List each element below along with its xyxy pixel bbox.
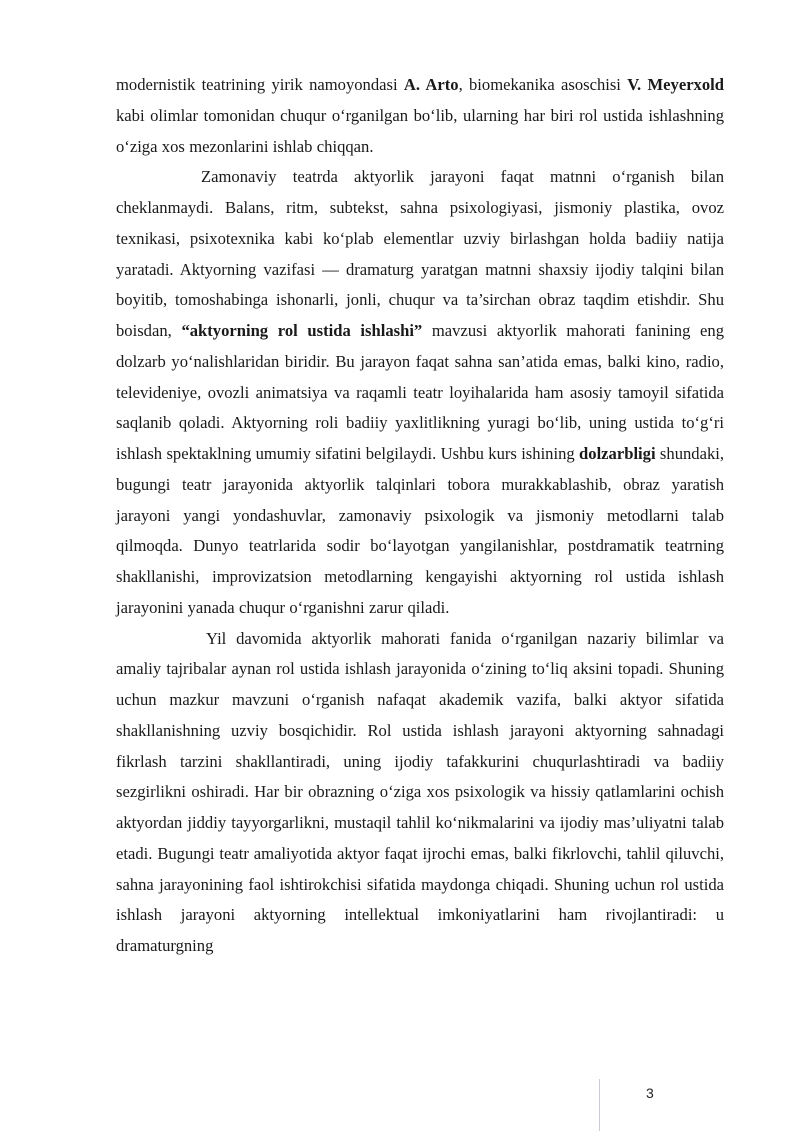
paragraph-1-text-3: kabi olimlar tomonidan chuqur o‘rganilgan bo‘lib, ularning har biri rol ustida ishlashning o‘ziga xos mezonlarini ishlab chiqqan. <box>116 105 724 156</box>
paragraph-2-text-3: shundaki, bugungi teatr jarayonida aktyorlik talqinlari tobora murakkablashib, obraz yaratish jarayoni yangi yondashuvlar, zamonaviy psixologik va jismoniy metodlarni talab qilmoqda. Dunyo teatrlarida sodir bo‘layotgan yangilanishlar, postdramatik teatrning shakllanishi, improvizatsion metodlarning kengayishi aktyorning rol ustida ishlash jarayonini yanada chuqur o‘rganishni zarur qiladi. <box>116 444 724 617</box>
paragraph-3 <box>116 624 724 962</box>
page-number: 3 <box>646 1085 654 1101</box>
paragraph-1-text-2: , biomekanika asoschisi <box>458 75 628 94</box>
paragraph-2-text-1: Zamonaviy teatrda aktyorlik jarayoni faqat matnni o‘rganish bilan cheklanmaydi. Balans, ritm, subtekst, sahna psixologiyasi, jismoniy plastika, ovoz texnikasi, psixotexnika kabi ko‘plab elementlar uzviy birlashgan holda badiiy natija yaratadi. Aktyorning vazifasi — dramaturg yaratgan matnni shaxsiy ijodiy talqini bilan boyitib, tomoshabinga ishonarli, jonli, chuqur va ta’sirchan obraz taqdim etishdir. Shu boisdan, <box>116 167 724 340</box>
relevance-term: dolzarbligi <box>579 444 656 463</box>
document-page <box>116 70 724 962</box>
name-v-meyerxold: V. Meyerxold <box>627 75 724 94</box>
topic-phrase: “aktyorning rol ustida ishlashi” <box>181 321 423 340</box>
paragraph-1 <box>116 70 724 162</box>
paragraph-2-text-2: mavzusi aktyorlik mahorati fanining eng dolzarb yo‘nalishlaridan biridir. Bu jarayon faqat sahna san’atida emas, balki kino, radio, televideniye, ovozli animatsiya va raqamli teatr loyihalarida ham asosiy tamoyil sifatida saqlanib qoladi. Aktyorning roli badiiy yaxlitlikning yuragi bo‘lib, uning ustida to‘g‘ri ishlash spektaklning umumiy sifatini belgilaydi. Ushbu kurs ishining <box>116 321 725 463</box>
footer-divider <box>599 1079 600 1131</box>
paragraph-3-text-1: Yil davomida aktyorlik mahorati fanida o‘rganilgan nazariy bilimlar va amaliy tajribalar aynan rol ustida ishlash jarayonida o‘zining to‘liq aksini topadi. Shuning uchun mazkur mavzuni o‘rganish nafaqat akademik vazifa, balki aktyor sifatida shakllanishning uzviy bosqichidir. Rol ustida ishlash jarayoni aktyorning sahnadagi fikrlash tarzini shakllantiradi, uning ijodiy tafakkurini chuqurlashtiradi va badiiy sezgirlikni oshiradi. Har bir obrazning o‘ziga xos psixologik va hissiy qatlamlarini ochish aktyordan jiddiy tayyorgarlikni, mustaqil tahlil ko‘nikmalarini va ijodiy mas’uliyatni talab etadi. Bugungi teatr amaliyotida aktyor faqat ijrochi emas, balki fikrlovchi, tahlil qiluvchi, sahna jarayonining faol ishtirokchisi sifatida maydonga chiqadi. Shuning uchun rol ustida ishlash jarayoni aktyorning intellektual imkoniyatlarini ham rivojlantiradi: u dramaturgning <box>116 628 724 955</box>
paragraph-1-text-1: modernistik teatrining yirik namoyondasi <box>116 75 404 94</box>
name-a-arto: A. Arto <box>403 75 459 94</box>
paragraph-2 <box>116 162 724 623</box>
